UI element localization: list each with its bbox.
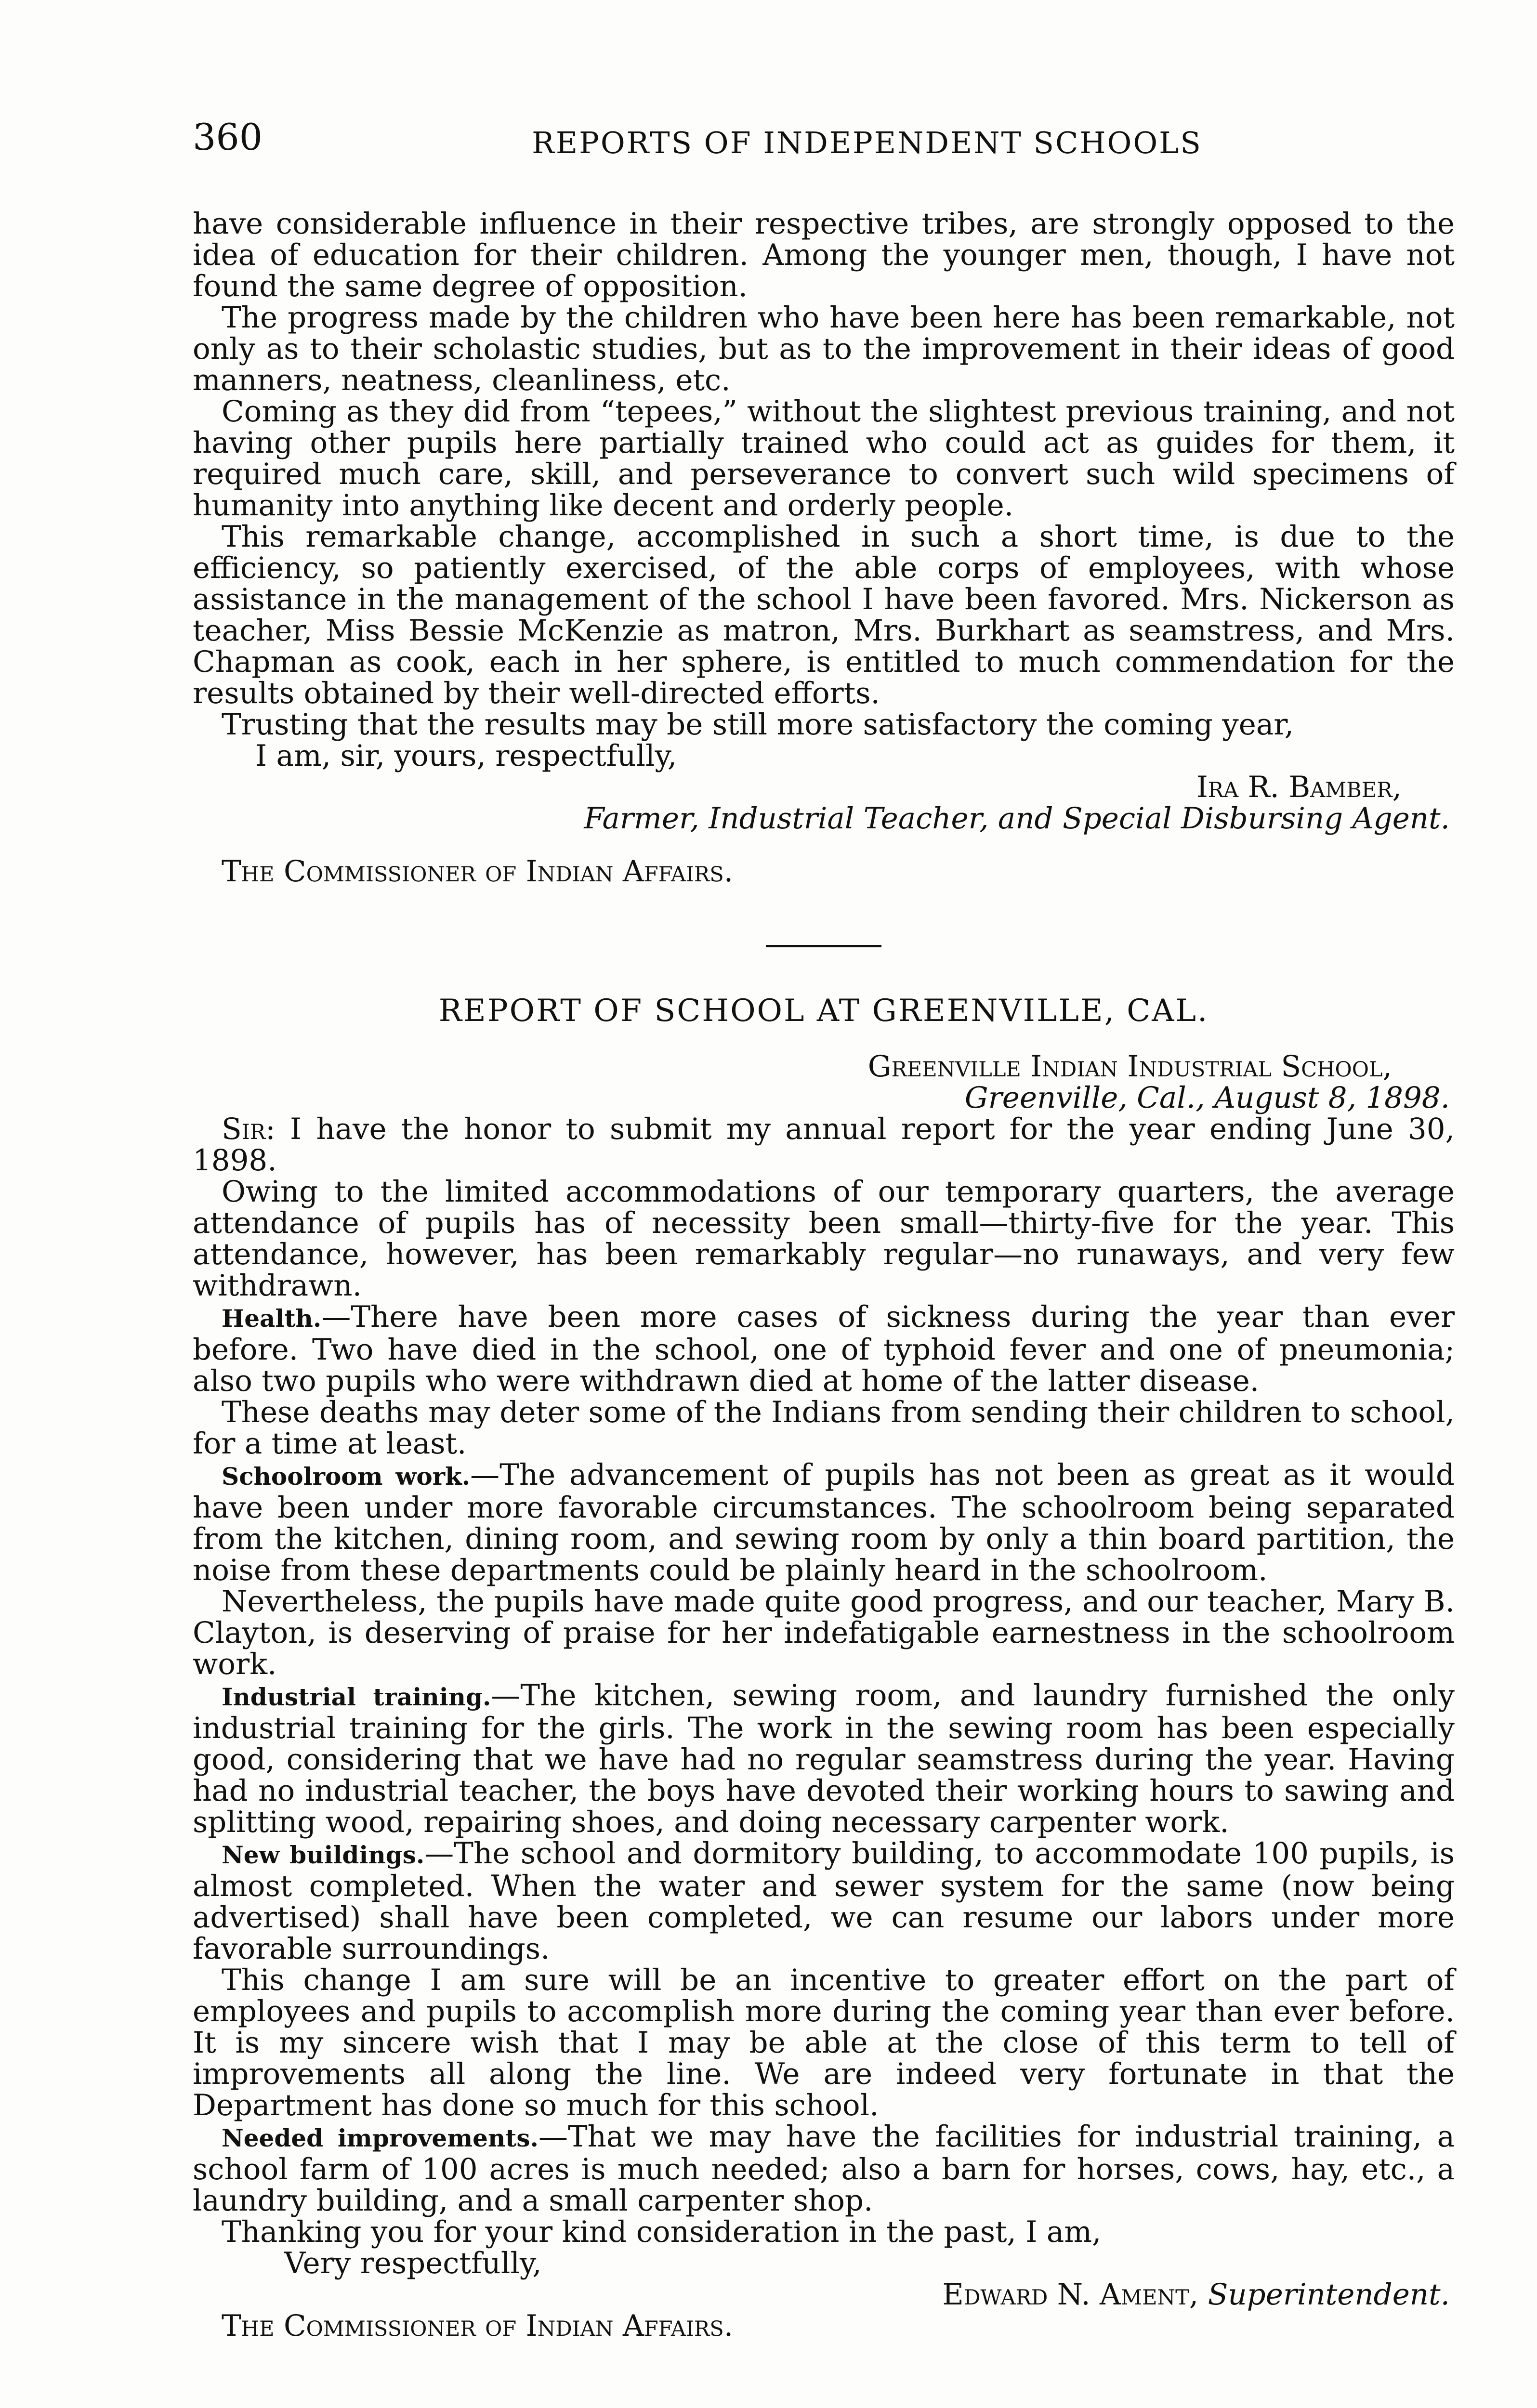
signature-name: Edward N. Ament, xyxy=(942,2277,1199,2312)
paragraph-text: —There have been more cases of sickness during the year than ever before. Two have died in the school, one of typhoid fever and one of pneumonia; also two pupils who were withdrawn died at home of the latter disease. xyxy=(193,1300,1455,1398)
addressee-text: The Commissioner of Indian Affairs. xyxy=(222,854,734,889)
paragraph: These deaths may deter some of the Indians from sending their children to school, for a time at least. xyxy=(193,1395,1455,1461)
signature-title-text: Farmer, Industrial Teacher, and Special Disbursing Agent. xyxy=(584,801,1450,836)
school-name-text: Greenville Indian Industrial School, xyxy=(867,1049,1392,1084)
page-body xyxy=(193,208,1455,2342)
place-date-text: Greenville, Cal., August 8, 1898. xyxy=(964,1081,1450,1115)
place-date xyxy=(193,1082,1455,1113)
run-in-heading: Schoolroom work. xyxy=(222,1462,471,1491)
paragraph: Trusting that the results may be still more satisfactory the coming year, xyxy=(222,707,1294,742)
run-in-heading: New buildings. xyxy=(222,1841,425,1869)
paragraph xyxy=(193,1301,1455,1397)
addressee xyxy=(193,856,1455,887)
section-divider xyxy=(766,945,881,947)
paragraph: Nevertheless, the pupils have made quite good progress, and our teacher, Mary B. Clayton, is deserving of praise for her indefatigable earnestness in the schoolroom work. xyxy=(193,1584,1455,1681)
signature-name xyxy=(193,772,1455,803)
page-header xyxy=(193,116,1455,173)
run-in-heading: Needed improvements. xyxy=(222,2124,539,2152)
signature-title: Superintendent. xyxy=(1208,2277,1450,2312)
addressee-text: The Commissioner of Indian Affairs. xyxy=(222,2309,734,2343)
opening-text: I have the honor to submit my annual report for the year ending June 30, 1898. xyxy=(193,1112,1455,1178)
paragraph: Owing to the limited accommodations of our temporary quarters, the average attendance of pupils has of necessity been small—thirty-five for the year. This attendance, however, has been remarkably regular—no runaways, and very few withdrawn. xyxy=(193,1175,1455,1303)
paragraph: The progress made by the children who have been here has been remarkable, not only as to their scholastic studies, but as to the improvement in their ideas of good manners, neatness, cleanliness, etc. xyxy=(193,301,1455,397)
addressee xyxy=(193,2310,1455,2342)
running-head: REPORTS OF INDEPENDENT SCHOOLS xyxy=(532,125,1202,160)
signature-title xyxy=(193,803,1455,834)
paragraph-text: —The advancement of pupils has not been as great as it would have been under more favorable circumstances. The schoolroom being separated from the kitchen, dining room, and sewing room by only a thin board partition, the noise from these departments could be plainly heard in the schoolroom. xyxy=(193,1458,1455,1587)
signature xyxy=(193,2279,1455,2310)
thanks-line: Thanking you for your kind consideration in the past, I am, xyxy=(222,2215,1102,2249)
paragraph-text: —The kitchen, sewing room, and laundry furnished the only industrial training for the girls. The work in the sewing room has been especially good, considering that we have had no regular seamstress during the year. Having had no industrial teacher, the boys have devoted their working hours to sawing and splitting wood, repairing shoes, and doing necessary carpenter work. xyxy=(193,1678,1455,1839)
paragraph-text: —The school and dormitory building, to accommodate 100 pupils, is almost completed. When the water and sewer system for the same (now being advertised) shall have been completed, we can resume our labors under more favorable surroundings. xyxy=(193,1836,1455,1966)
run-in-heading: Industrial training. xyxy=(222,1683,491,1711)
paragraph xyxy=(193,2121,1455,2216)
school-name xyxy=(193,1051,1455,1082)
signature-name-text: Ira R. Bamber, xyxy=(1196,770,1402,804)
paragraph xyxy=(193,1838,1455,1964)
paragraph: have considerable influence in their respective tribes, are strongly opposed to the idea of education for their children. Among the younger men, though, I have not found the same degree of opposition. xyxy=(193,207,1455,303)
page-number: 360 xyxy=(193,116,263,158)
opening-paragraph xyxy=(193,1113,1455,1176)
run-in-heading: Health. xyxy=(222,1304,322,1333)
paragraph: This change I am sure will be an incentive to greater effort on the part of employees and pupils to accomplish more during the coming year than ever before. It is my sincere wish that I may be able at the close of this term to tell of improvements all along the line. We are indeed very fortunate in that the Department has done so much for this school. xyxy=(193,1963,1455,2122)
paragraph xyxy=(193,1680,1455,1838)
salutation: Sir: xyxy=(222,1112,276,1146)
paragraph xyxy=(193,1459,1455,1586)
closing-line: Very respectfully, xyxy=(284,2246,542,2280)
report-title: REPORT OF SCHOOL AT GREENVILLE, CAL. xyxy=(438,993,1209,1029)
closing-line: I am, sir, yours, respectfully, xyxy=(255,739,677,773)
paragraph-text: —That we may have the facilities for industrial training, a school farm of 100 acres is much needed; also a barn for horses, cows, hay, etc., a laundry building, and a small carpenter shop. xyxy=(193,2120,1455,2218)
paragraph: Coming as they did from “tepees,” without the slightest previous training, and not having other pupils here partially trained who could act as guides for them, it required much care, skill, and perseverance to convert such wild specimens of humanity into anything like decent and orderly people. xyxy=(193,394,1455,523)
paragraph: This remarkable change, accomplished in such a short time, is due to the efficiency, so patiently exercised, of the able corps of employees, with whose assistance in the management of the school I have been favored. Mrs. Nickerson as teacher, Miss Bessie McKenzie as matron, Mrs. Burkhart as seamstress, and Mrs. Chapman as cook, each in her sphere, is entitled to much commendation for the results obtained by their well-directed efforts. xyxy=(193,520,1455,710)
